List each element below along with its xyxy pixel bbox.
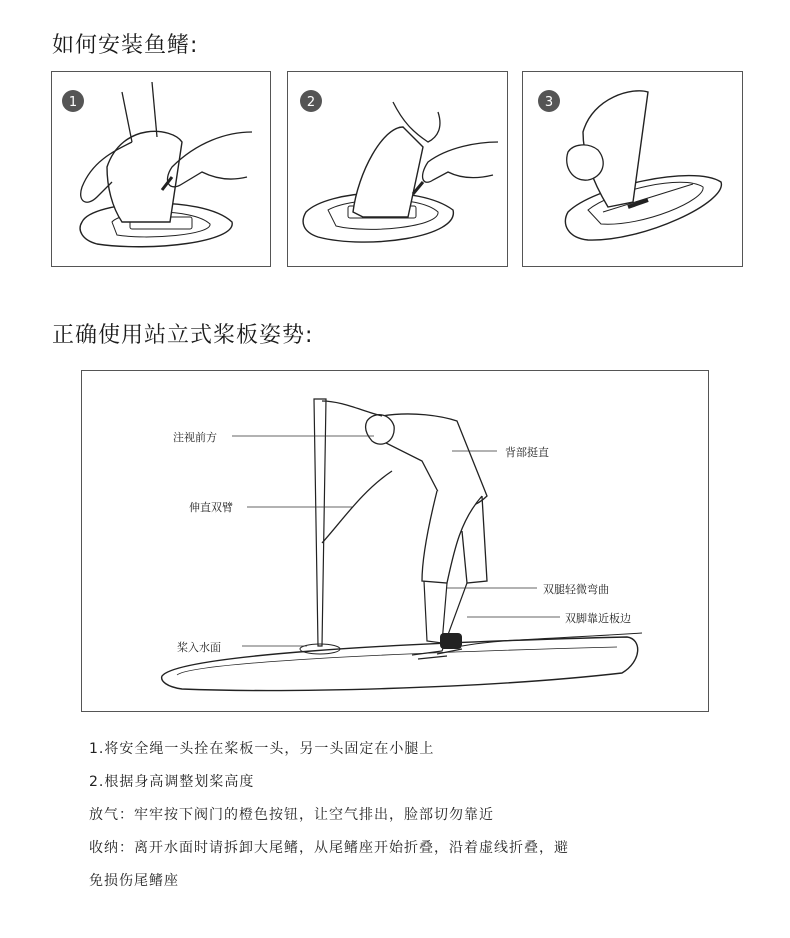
- callout-paddle-in-water: 桨入水面: [177, 641, 221, 654]
- section-title-fin-install: 如何安装鱼鳍:: [52, 33, 199, 58]
- fin-sliding-into-box-icon: [288, 72, 508, 267]
- hand-inserting-fin-icon: [52, 72, 271, 267]
- step-panel-2: [287, 71, 508, 267]
- fin-locked-in-box-icon: [523, 72, 743, 267]
- instruction-line-1: 1.将安全绳一头拴在桨板一头，另一头固定在小腿上: [89, 741, 435, 757]
- instruction-storage-cont: 免损伤尾鳍座: [89, 873, 179, 889]
- paddleboarder-icon: [82, 371, 709, 712]
- callout-knees-bent: 双腿轻微弯曲: [543, 583, 609, 596]
- step-number-1: 1: [68, 95, 78, 110]
- instruction-storage: 收纳：离开水面时请拆卸大尾鳍，从尾鳍座开始折叠，沿着虚线折叠，避: [89, 840, 569, 856]
- callout-feet-near-edge: 双脚靠近板边: [565, 612, 631, 625]
- step-number-3: 3: [544, 95, 554, 110]
- callout-look-ahead: 注视前方: [173, 431, 217, 444]
- posture-illustration: [81, 370, 709, 712]
- step-number-2: 2: [306, 95, 316, 110]
- section-title-paddle-posture: 正确使用站立式桨板姿势:: [52, 323, 314, 348]
- instruction-line-2: 2.根据身高调整划桨高度: [89, 774, 255, 790]
- step-panel-1: [51, 71, 271, 267]
- instruction-deflate: 放气：牢牢按下阀门的橙色按钮，让空气排出，脸部切勿靠近: [89, 807, 494, 823]
- callout-arms-extended: 伸直双臂: [189, 501, 233, 514]
- callout-back-straight: 背部挺直: [505, 446, 549, 459]
- step-panel-3: [522, 71, 743, 267]
